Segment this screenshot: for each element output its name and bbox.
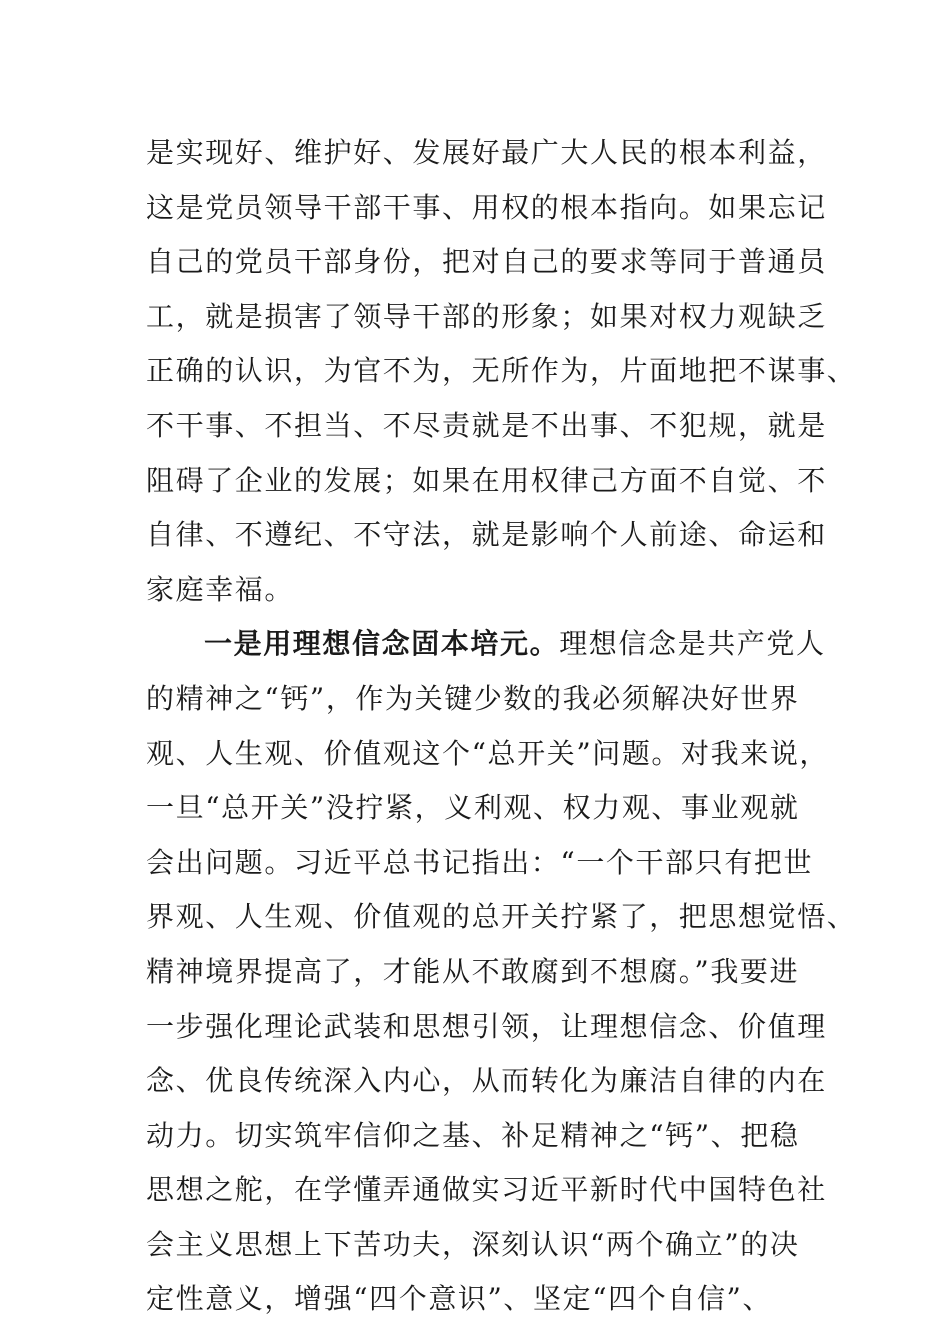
paragraph-2 (146, 617, 857, 1327)
heading-continuation: 理想信念是共产党人 (559, 627, 826, 661)
text-line: 念、优良传统深入内心，从而转化为廉洁自律的内在 (146, 1064, 827, 1098)
section-heading: 一是用理想信念固本培元。 (204, 627, 560, 661)
text-line: 精神境界提高了，才能从不敢腐到不想腐。”我要进 (146, 954, 800, 988)
text-line: 自律、不遵纪、不守法，就是影响个人前途、命运和 (146, 518, 827, 552)
text-line: 思想之舵，在学懂弄通做实习近平新时代中国特色社 (146, 1173, 827, 1207)
text-line: 定性意义，增强“四个意识”、坚定“四个自信”、 (146, 1282, 773, 1316)
text-line: 自己的党员干部身份，把对自己的要求等同于普通员 (146, 245, 827, 279)
paragraph-1 (146, 126, 857, 617)
text-line: 动力。切实筑牢信仰之基、补足精神之“钙”、把稳 (146, 1118, 800, 1152)
text-line: 是实现好、维护好、发展好最广大人民的根本利益， (146, 136, 827, 169)
text-line: 这是党员领导干部干事、用权的根本指向。如果忘记 (146, 190, 827, 224)
text-line: 不干事、不担当、不尽责就是不出事、不犯规，就是 (146, 408, 827, 442)
text-line: 会主义思想上下苦功夫，深刻认识“两个确立”的决 (146, 1227, 800, 1261)
text-line: 家庭幸福。 (146, 572, 295, 606)
text-line: 观、人生观、价值观这个“总开关”问题。对我来说， (146, 736, 830, 770)
body-text (146, 126, 857, 1327)
text-line: 一步强化理论武装和思想引领，让理想信念、价值理 (146, 1009, 827, 1043)
text-line: 正确的认识，为官不为，无所作为，片面地把不谋事、 (146, 354, 857, 388)
text-line: 界观、人生观、价值观的总开关拧紧了，把思想觉悟、 (146, 900, 857, 934)
text-line: 一旦“总开关”没拧紧，义利观、权力观、事业观就 (146, 791, 800, 825)
text-line: 工，就是损害了领导干部的形象；如果对权力观缺乏 (146, 299, 827, 333)
text-line: 会出问题。习近平总书记指出：“一个干部只有把世 (146, 845, 814, 879)
text-line-first (146, 617, 826, 672)
text-line: 阻碍了企业的发展；如果在用权律己方面不自觉、不 (146, 463, 827, 497)
text-line: 的精神之“钙”，作为关键少数的我必须解决好世界 (146, 681, 800, 715)
